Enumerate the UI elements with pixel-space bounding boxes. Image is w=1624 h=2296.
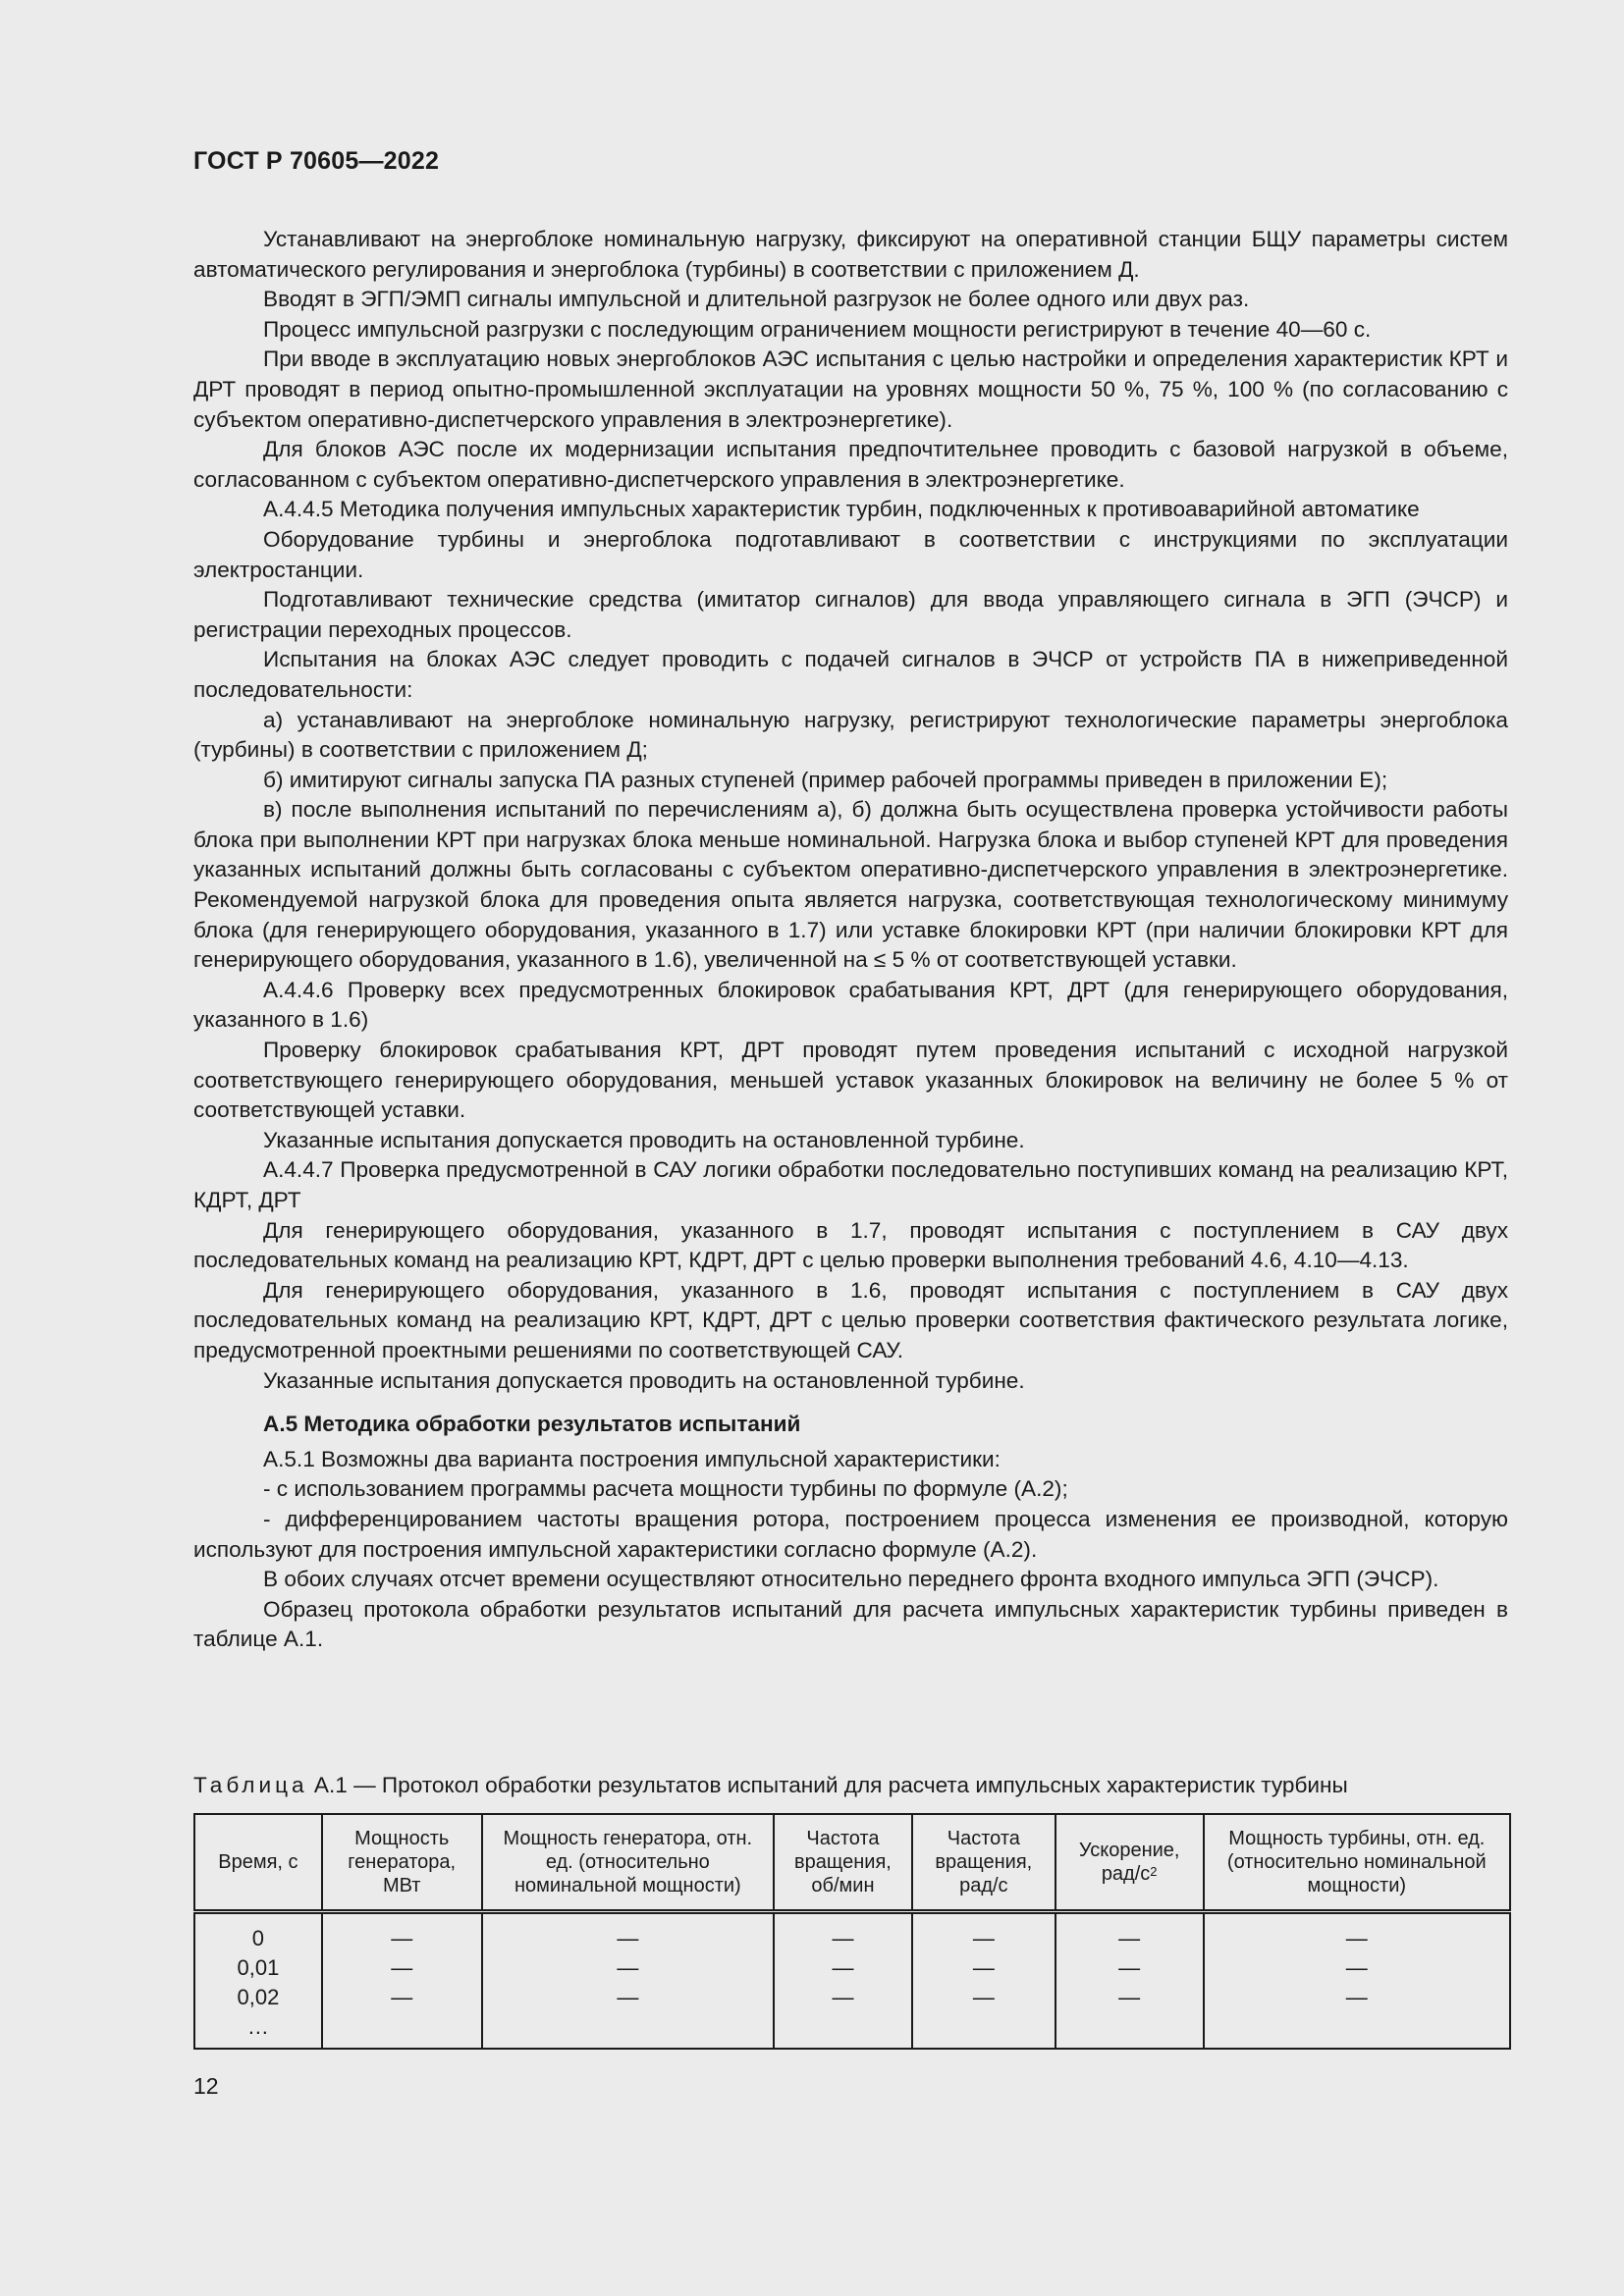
header-superscript: 2 <box>1150 1864 1158 1879</box>
list-item: б) имитируют сигналы запуска ПА разных ступеней (пример рабочей программы приведен в приложении Е); <box>263 767 1388 792</box>
table-row <box>194 2012 1510 2049</box>
header-text: Ускорение, рад/с <box>1078 1840 1180 1885</box>
paragraph: Указанные испытания допускается проводить на остановленной турбине. <box>263 1367 1025 1393</box>
subsection-heading: А.4.4.7 Проверка предусмотренной в САУ логики обработки последовательно поступивших команд на реализацию КРТ, КДРТ, ДРТ <box>193 1157 1508 1212</box>
table-cell: — <box>1056 1953 1204 1983</box>
table-cell: — <box>1056 1912 1204 1954</box>
list-item: а) устанавливают на энергоблоке номинальную нагрузку, регистрируют технологические параметры энергоблока (турбины) в соответствии с приложением Д; <box>193 707 1508 763</box>
table-caption-label: Таблица <box>193 1773 308 1797</box>
table-cell: 0 <box>194 1912 322 1954</box>
table-cell <box>482 2012 774 2049</box>
table-cell: — <box>1056 1983 1204 2012</box>
subsection-heading: А.4.4.6 Проверку всех предусмотренных блокировок срабатывания КРТ, ДРТ (для генерирующего оборудования, указанного в 1.6) <box>193 977 1508 1033</box>
paragraph: Подготавливают технические средства (имитатор сигналов) для ввода управляющего сигнала в ЭГП (ЭЧСР) и регистрации переходных процессов. <box>193 587 1508 642</box>
table-cell <box>774 2012 912 2049</box>
paragraph: В обоих случаях отсчет времени осуществляют относительно переднего фронта входного импульса ЭГП (ЭЧСР). <box>263 1567 1439 1592</box>
table-cell: — <box>912 1912 1056 1954</box>
section-title: А.5 Методика обработки результатов испытаний <box>263 1412 801 1437</box>
table-cell: — <box>482 1953 774 1983</box>
table-cell <box>912 2012 1056 2049</box>
paragraph: Образец протокола обработки результатов испытаний для расчета импульсных характеристик турбины приведен в таблице А.1. <box>193 1596 1508 1652</box>
table-cell: 0,02 <box>194 1983 322 2012</box>
table-cell: 0,01 <box>194 1953 322 1983</box>
paragraph: При вводе в эксплуатацию новых энергоблоков АЭС испытания с целью настройки и определения характеристик КРТ и ДРТ проводят в период опытно-промышленной эксплуатации на уровнях мощности 50 %, 75 %, 100 % (по согласованию с субъектом оперативно-диспетчерского управления в электроэнергетике). <box>193 347 1508 432</box>
table-header-row <box>194 1814 1510 1912</box>
table-cell: — <box>322 1912 482 1954</box>
table-cell <box>1056 2012 1204 2049</box>
table-cell <box>322 2012 482 2049</box>
table-cell: — <box>322 1983 482 2012</box>
list-item: в) после выполнения испытаний по перечислениям а), б) должна быть осуществлена проверка устойчивости работы блока при выполнении КРТ при нагрузках блока меньше номинальной. Нагрузка блока и выбор ступеней КРТ для проведения указанных испытаний должны быть согласованы с субъектом оперативно-диспетчерского управления в электроэнергетике. Рекомендуемой нагрузкой блока для проведения опыта является нагрузка, соответствующая технологическому минимуму блока (для генерирующего оборудования, указанного в 1.7) или уставке блокировки КРТ (при наличии блокировки КРТ для генерирующего оборудования, указанного в 1.6), увеличенной на ≤ 5 % от соответствующей уставки. <box>193 797 1508 973</box>
table-cell: — <box>322 1953 482 1983</box>
paragraph: Для генерирующего оборудования, указанного в 1.7, проводят испытания с поступлением в САУ двух последовательных команд на реализацию КРТ, КДРТ, ДРТ с целью проверки выполнения требований 4.6, 4.10—4.13. <box>193 1217 1508 1273</box>
table-cell: — <box>774 1912 912 1954</box>
table-header-cell: Мощность турбины, отн. ед. (относительно номинальной мощности) <box>1204 1814 1510 1912</box>
list-item: - дифференцированием частоты вращения ротора, построением процесса изменения ее производной, которую используют для построения импульсной характеристики согласно формуле (А.2). <box>193 1506 1508 1562</box>
table-row <box>194 1983 1510 2012</box>
paragraph: Оборудование турбины и энергоблока подготавливают в соответствии с инструкциями по эксплуатации электростанции. <box>193 526 1508 582</box>
table-cell: — <box>774 1983 912 2012</box>
table-header-cell <box>1056 1814 1204 1912</box>
paragraph: Процесс импульсной разгрузки с последующим ограничением мощности регистрируют в течение 40—60 с. <box>263 316 1372 342</box>
document-header: ГОСТ Р 70605—2022 <box>193 147 440 175</box>
table-cell <box>1204 2012 1510 2049</box>
table-cell: — <box>912 1953 1056 1983</box>
list-item: - с использованием программы расчета мощности турбины по формуле (А.2); <box>263 1476 1068 1502</box>
body-text <box>193 225 1508 1655</box>
table-header-cell: Частота вращения, об/мин <box>774 1814 912 1912</box>
paragraph: Для блоков АЭС после их модернизации испытания предпочтительнее проводить с базовой нагрузкой в объеме, согласованном с субъектом оперативно-диспетчерского управления в электроэнергетике. <box>193 437 1508 492</box>
page-number: 12 <box>193 2073 219 2099</box>
table-header-cell: Время, с <box>194 1814 322 1912</box>
paragraph: Испытания на блоках АЭС следует проводить с подачей сигналов в ЭЧСР от устройств ПА в нижеприведенной последовательности: <box>193 647 1508 702</box>
table-row <box>194 1953 1510 1983</box>
protocol-table <box>193 1813 1511 2050</box>
paragraph: Вводят в ЭГП/ЭМП сигналы импульсной и длительной разгрузок не более одного или двух раз. <box>263 287 1250 312</box>
paragraph: А.5.1 Возможны два варианта построения импульсной характеристики: <box>263 1446 1001 1471</box>
table-cell: — <box>1204 1983 1510 2012</box>
table-row <box>194 1912 1510 1954</box>
table-cell: — <box>774 1953 912 1983</box>
paragraph: Для генерирующего оборудования, указанного в 1.6, проводят испытания с поступлением в САУ двух последовательных команд на реализацию КРТ, КДРТ, ДРТ с целью проверки соответствия фактического результата логике, предусмотренной проектными решениями по соответствующей САУ. <box>193 1277 1508 1362</box>
table-cell: … <box>194 2012 322 2049</box>
table-cell: — <box>912 1983 1056 2012</box>
table-caption-text: А.1 — Протокол обработки результатов испытаний для расчета импульсных характеристик турбины <box>313 1773 1348 1797</box>
table-header-cell: Мощность генератора, отн. ед. (относительно номинальной мощности) <box>482 1814 774 1912</box>
paragraph: Проверку блокировок срабатывания КРТ, ДРТ проводят путем проведения испытаний с исходной нагрузкой соответствующего генерирующего оборудования, меньшей уставок указанных блокировок на величину не более 5 % от соответствующей уставки. <box>193 1038 1508 1123</box>
table-cell: — <box>482 1983 774 2012</box>
table-caption <box>193 1771 1348 1800</box>
table-cell: — <box>1204 1912 1510 1954</box>
subsection-heading: А.4.4.5 Методика получения импульсных характеристик турбин, подключенных к противоаварийной автоматике <box>263 497 1420 522</box>
table-header-cell: Мощность генератора, МВт <box>322 1814 482 1912</box>
paragraph: Указанные испытания допускается проводить на остановленной турбине. <box>263 1127 1025 1152</box>
table-cell: — <box>482 1912 774 1954</box>
paragraph: Устанавливают на энергоблоке номинальную нагрузку, фиксируют на оперативной станции БЩУ параметры систем автоматического регулирования и энергоблока (турбины) в соответствии с приложением Д. <box>193 227 1508 282</box>
table-header-cell: Частота вращения, рад/с <box>912 1814 1056 1912</box>
table-cell: — <box>1204 1953 1510 1983</box>
